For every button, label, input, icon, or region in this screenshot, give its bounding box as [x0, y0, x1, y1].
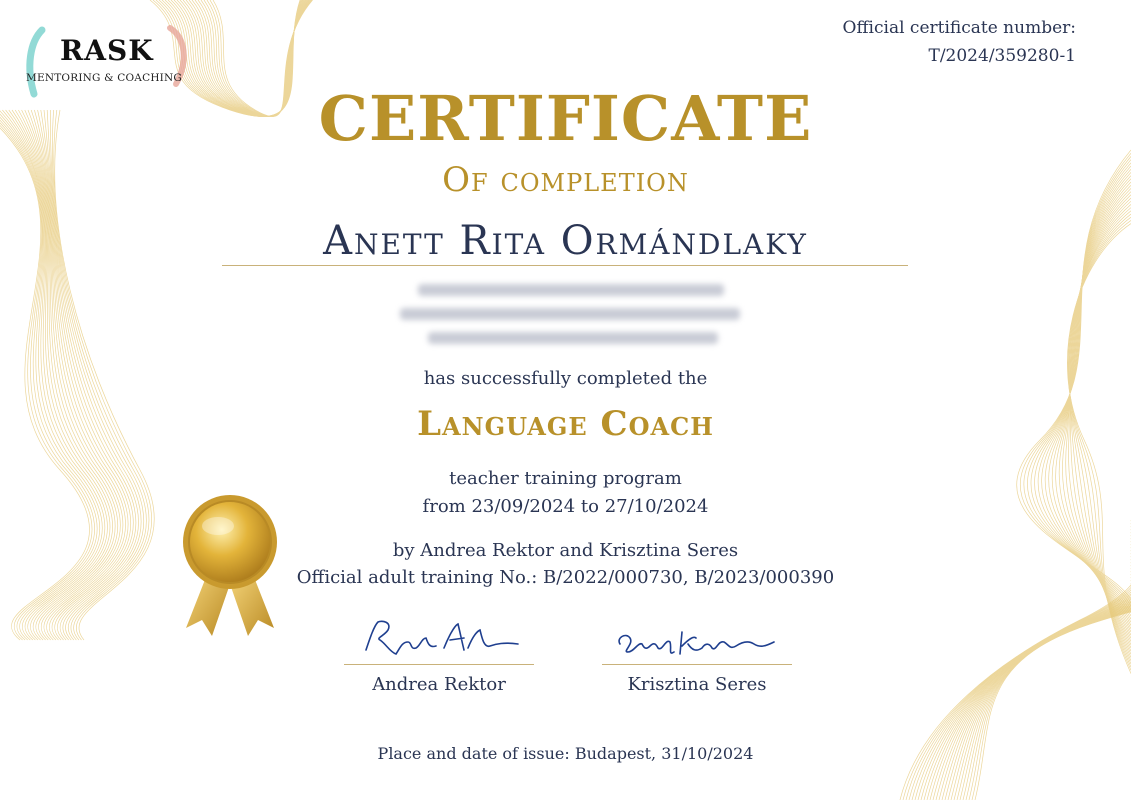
logo-title: RASK	[60, 34, 154, 67]
signature-line	[602, 664, 792, 665]
gold-medal-icon	[172, 492, 288, 638]
certificate-subtitle: Of completion	[442, 160, 689, 200]
program-name: Language Coach	[417, 404, 714, 444]
certificate-number-label: Official certificate number:	[842, 18, 1076, 38]
trainers-line: by Andrea Rektor and Krisztina Seres	[392, 540, 739, 561]
signature-line	[344, 664, 534, 665]
program-type: teacher training program	[449, 468, 682, 489]
certificate-number	[843, 14, 1076, 70]
place-and-date-of-issue: Place and date of issue: Budapest, 31/10/2024	[377, 744, 754, 763]
training-number: Official adult training No.: B/2022/000730, B/2023/000390	[296, 567, 835, 588]
program-dates: from 23/09/2024 to 27/10/2024	[422, 496, 709, 517]
recipient-name: Anett Rita Ormándlaky	[323, 218, 808, 264]
certificate-number-value: T/2024/359280-1	[928, 46, 1076, 66]
signature-krisztina-seres-icon	[602, 608, 792, 664]
recipient-underline	[222, 265, 908, 266]
completed-text: has successfully completed the	[423, 368, 708, 389]
certificate-title: CERTIFICATE	[318, 82, 813, 155]
signatory-name: Krisztina Seres	[627, 674, 767, 695]
logo-subtitle: MENTORING & COACHING	[26, 72, 183, 84]
signatory-name: Andrea Rektor	[372, 674, 506, 695]
signature-andrea-rektor-icon	[344, 608, 534, 664]
blurred-personal-details	[392, 278, 742, 350]
